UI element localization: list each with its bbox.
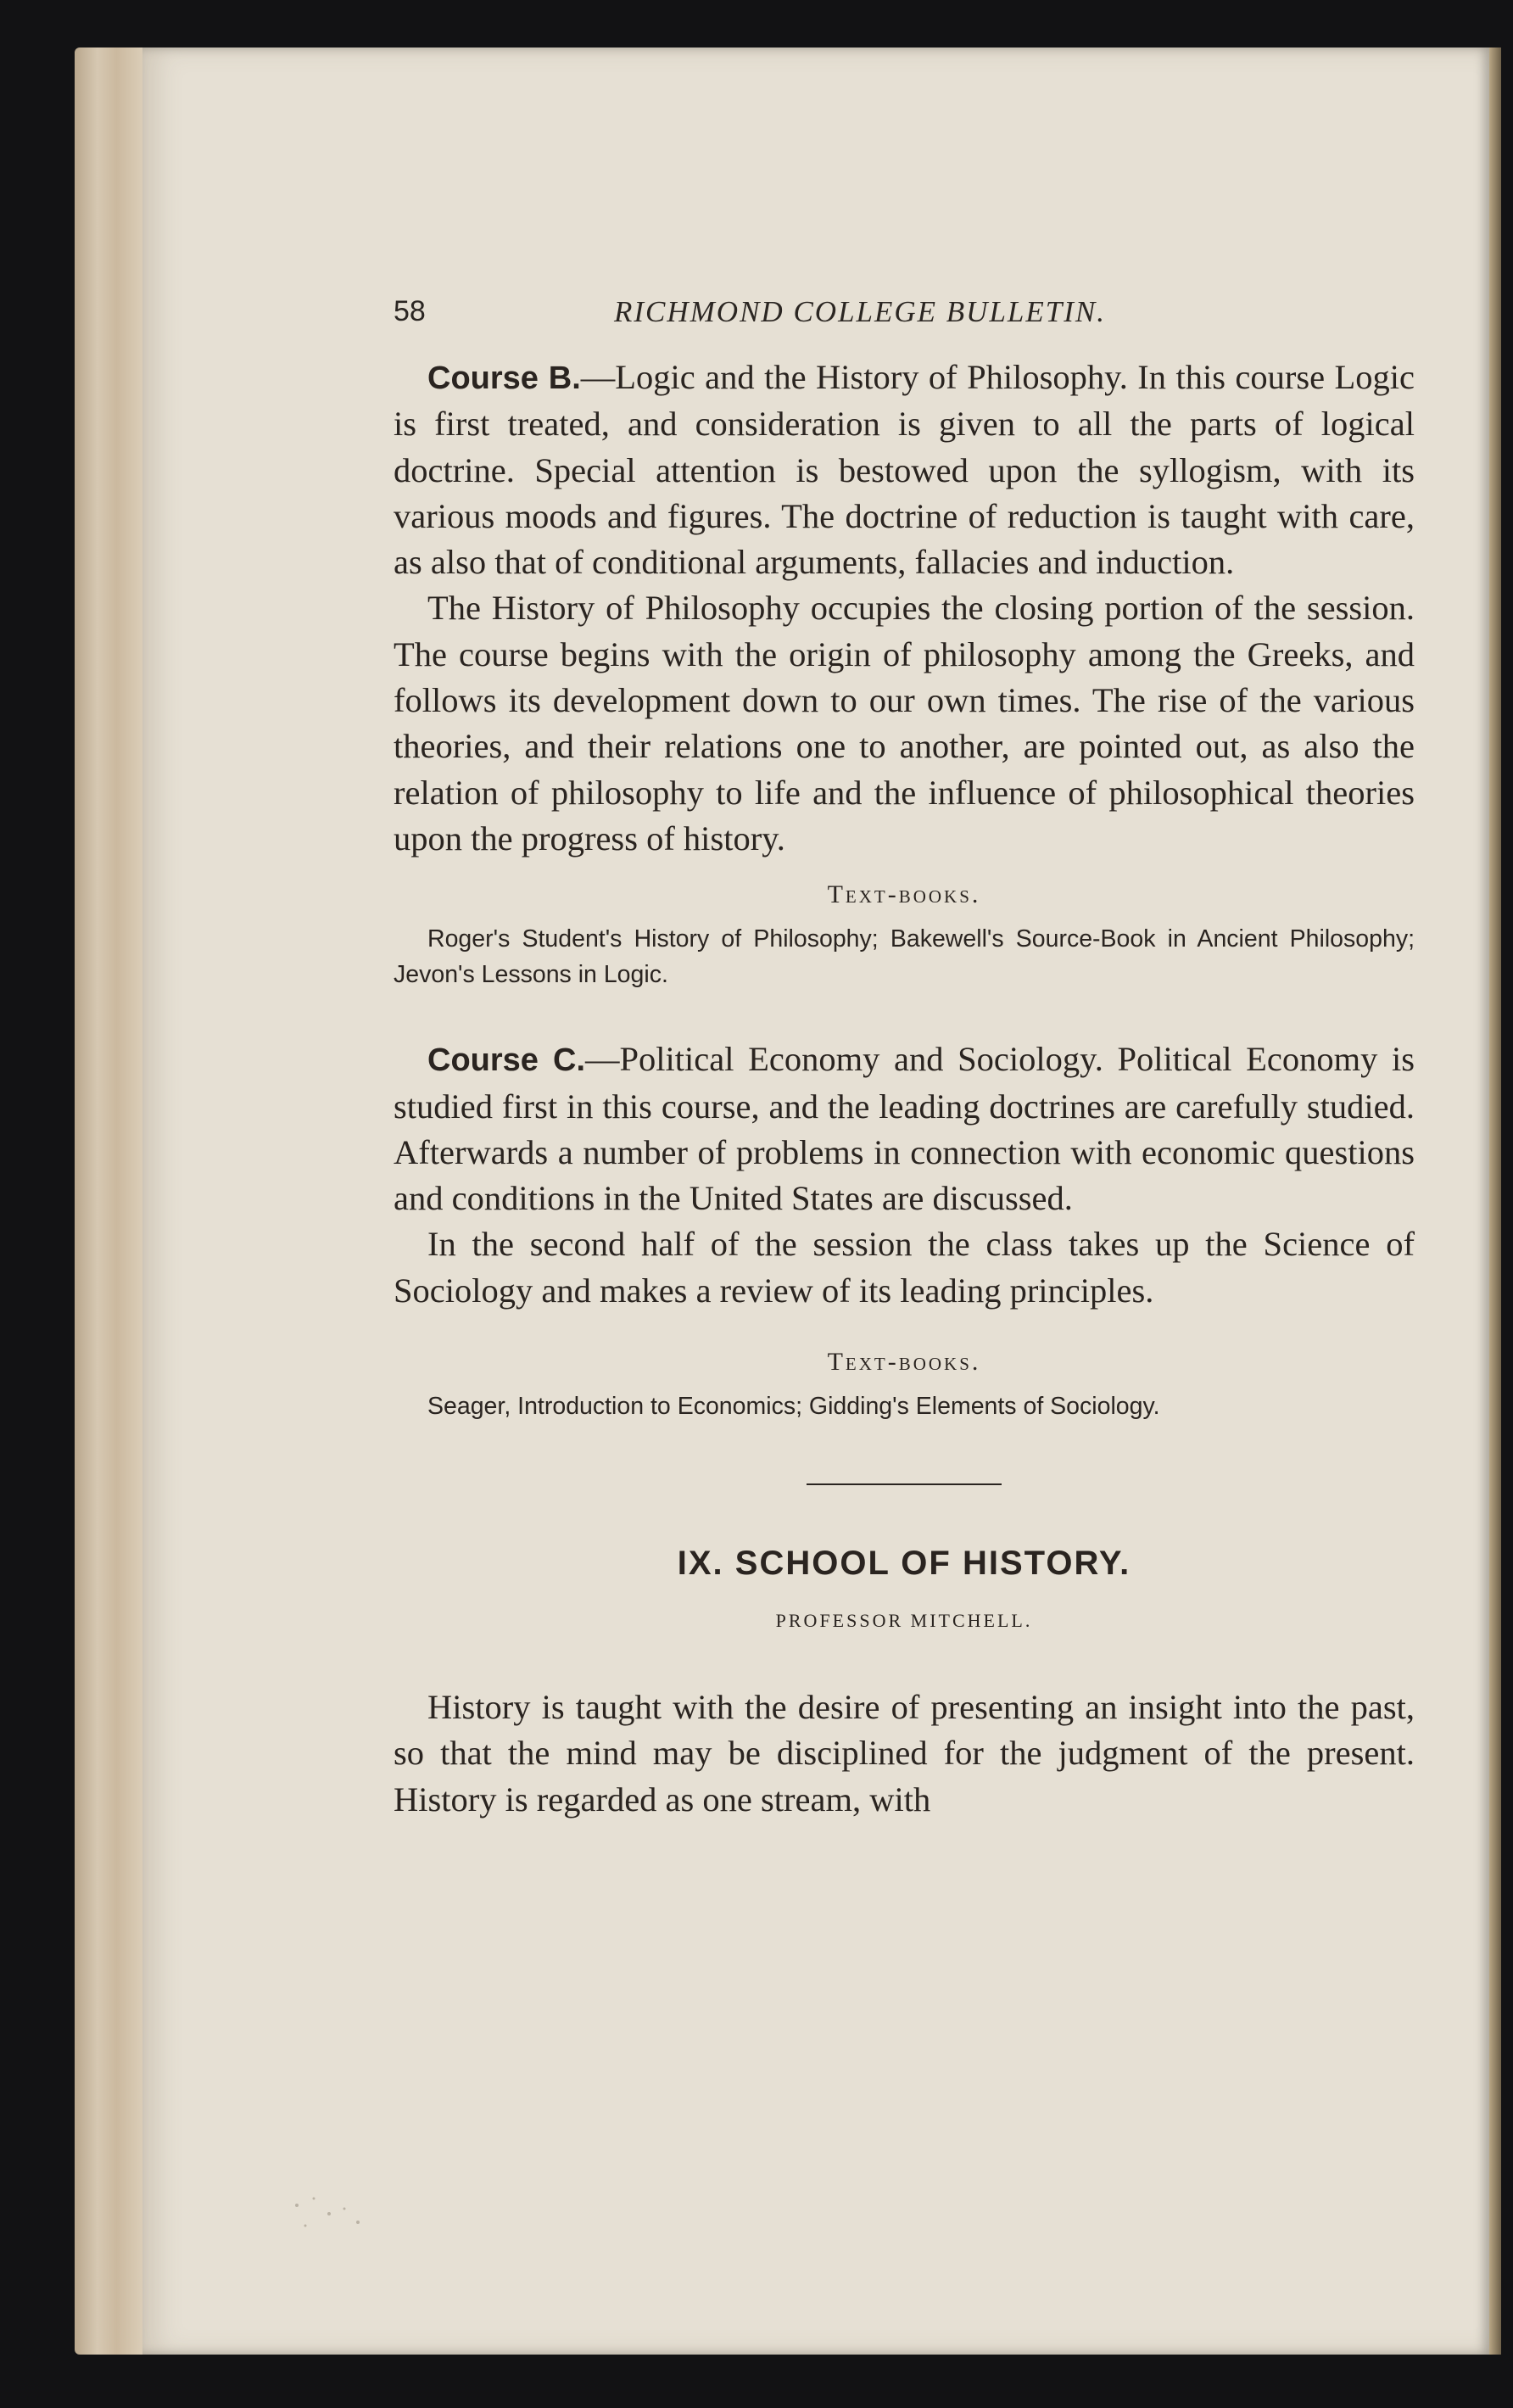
- paper-specks: [288, 2188, 390, 2239]
- book-spine-edge: [1489, 47, 1501, 2355]
- course-b-paragraph-1: [394, 355, 1415, 585]
- course-b-textbooks: Roger's Student's History of Philosophy; Bakewell's Source-Book in Ancient Philosophy; Jevon's Lessons in Logic.: [394, 925, 1415, 989]
- course-c-lead: Course C.: [427, 1042, 585, 1079]
- course-c-text-1: —Political Economy and Sociology. Political Economy is studied first in this course, and the leading doctrines are carefully studied. Afterwards a number of problems in connection with economic questions and conditions in the United States are discussed.: [394, 1040, 1415, 1218]
- course-b-lead: Course B.: [427, 360, 581, 396]
- course-c-textbooks: Seager, Introduction to Economics; Gidding's Elements of Sociology.: [427, 1393, 1160, 1421]
- running-title: RICHMOND COLLEGE BULLETIN.: [614, 295, 1106, 328]
- history-paragraph: History is taught with the desire of presenting an insight into the past, so that the mind may be disciplined for the judgment of the present. History is regarded as one stream, with: [394, 1688, 1415, 1819]
- page-header: [394, 295, 1415, 338]
- course-b-text-1: —Logic and the History of Philosophy. In this course Logic is first treated, and consideration is given to all the parts of logical doctrine. Special attention is bestowed upon the syllogism, with its various moods and figures. The doctrine of reduction is taught with care, as also that of conditional arguments, fallacies and induction.: [394, 358, 1415, 582]
- professor-name: PROFESSOR MITCHELL.: [775, 1610, 1033, 1632]
- section-heading: IX. SCHOOL OF HISTORY.: [677, 1545, 1131, 1583]
- page-body: [394, 355, 1415, 1823]
- course-b-paragraph-2: The History of Philosophy occupies the closing portion of the session. The course begins with the origin of philosophy among the Greeks, and follows its development down to our own times. The rise of the various theories, and their relations one to another, are pointed out, as also the relation of philosophy to life and the influence of philosophical theories upon the progress of history.: [394, 589, 1415, 858]
- course-c-textbooks-heading: Text-books.: [827, 1348, 981, 1377]
- spacer: [394, 992, 1415, 1036]
- section-divider: [807, 1483, 1002, 1485]
- book-page-edges: [75, 47, 151, 2355]
- course-c-paragraph-2: In the second half of the session the class takes up the Science of Sociology and makes a review of its leading principles.: [394, 1225, 1415, 1310]
- page-number: 58: [394, 295, 426, 327]
- spacer: [394, 1424, 1415, 1483]
- course-b-textbooks-heading: Text-books.: [827, 880, 981, 909]
- course-c-paragraph-1: [394, 1036, 1415, 1221]
